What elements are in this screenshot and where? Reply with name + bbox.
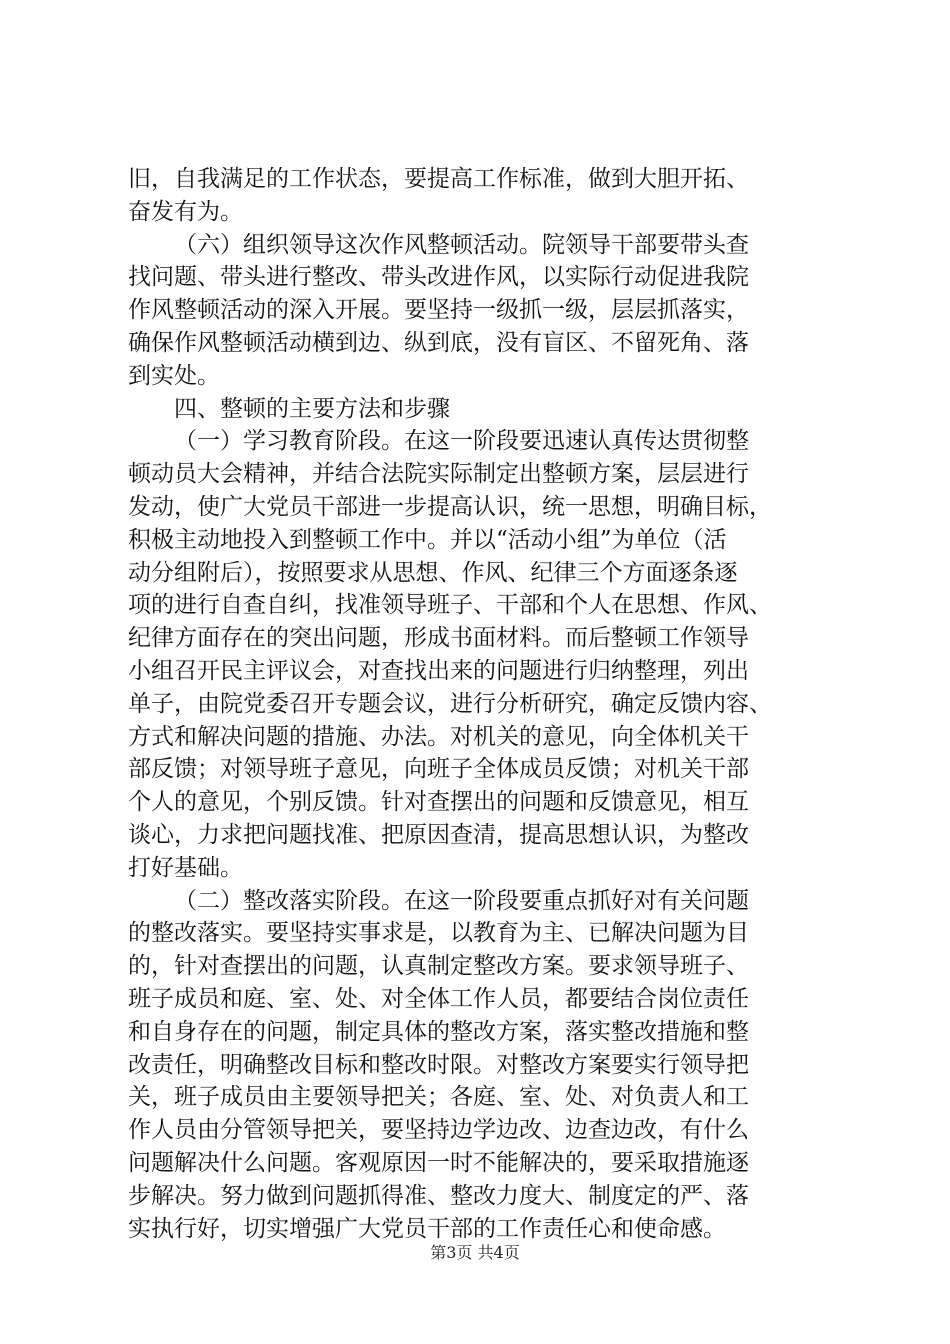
text-line: （六）组织领导这次作风整顿活动。院领导干部要带头查: [174, 231, 749, 258]
text-line: 方式和解决问题的措施、办法。对机关的意见，向全体机关干: [128, 723, 749, 750]
text-line: 积极主动地投入到整顿工作中。并以“活动小组”为单位（活: [128, 526, 727, 553]
text-line: 的整改落实。要坚持实事求是，以教育为主、已解决问题为目: [128, 920, 749, 947]
text-line: 打好基础。: [128, 854, 243, 881]
text-line: 找问题、带头进行整改、带头改进作风，以实际行动促进我院: [128, 264, 749, 291]
text-line: 发动，使广大党员干部进一步提高认识，统一思想，明确目标，: [128, 493, 772, 520]
text-line: 个人的意见，个别反馈。针对查摆出的问题和反馈意见，相互: [128, 789, 749, 816]
text-line: 奋发有为。: [128, 198, 243, 225]
body-text: [128, 163, 828, 1245]
text-line: 问题解决什么问题。客观原因一时不能解决的，要采取措施逐: [128, 1149, 749, 1176]
text-line: （一）学习教育阶段。在这一阶段要迅速认真传达贯彻整: [174, 428, 749, 455]
text-line: 步解决。努力做到问题抓得准、整改力度大、制度定的严、落: [128, 1182, 749, 1209]
text-line: 部反馈；对领导班子意见，向班子全体成员反馈；对机关干部: [128, 756, 749, 783]
text-line: 改责任，明确整改目标和整改时限。对整改方案要实行领导把: [128, 1051, 749, 1078]
page-number-footer: 第3页 共4页: [430, 1243, 520, 1262]
text-line: 谈心，力求把问题找准、把原因查清，提高思想认识，为整改: [128, 821, 749, 848]
text-line: 的，针对查摆出的问题，认真制定整改方案。要求领导班子、: [128, 953, 749, 980]
text-line: 纪律方面存在的突出问题，形成书面材料。而后整顿工作领导: [128, 625, 749, 652]
text-line: 单子，由院党委召开专题会议，进行分析研究，确定反馈内容、: [128, 690, 772, 717]
text-line: 实执行好，切实增强广大党员干部的工作责任心和使命感。: [128, 1215, 726, 1242]
text-line: 班子成员和庭、室、处、对全体工作人员，都要结合岗位责任: [128, 985, 749, 1012]
text-line: 确保作风整顿活动横到边、纵到底，没有盲区、不留死角、落: [128, 329, 749, 356]
text-line: 旧，自我满足的工作状态，要提高工作标准，做到大胆开拓、: [128, 166, 749, 192]
text-line: （二）整改落实阶段。在这一阶段要重点抓好对有关问题: [174, 887, 749, 914]
text-line: 顿动员大会精神，并结合法院实际制定出整顿方案，层层进行: [128, 461, 749, 488]
text-line: 和自身存在的问题，制定具体的整改方案，落实整改措施和整: [128, 1018, 749, 1045]
section-heading: 四、整顿的主要方法和步骤: [174, 395, 450, 422]
text-line: 项的进行自查自纠，找准领导班子、干部和个人在思想、作风、: [128, 592, 772, 619]
text-line: 动分组附后），按照要求从思想、作风、纪律三个方面逐条逐: [128, 559, 738, 586]
text-line: 作风整顿活动的深入开展。要坚持一级抓一级，层层抓落实，: [128, 297, 749, 324]
text-line: 到实处。: [128, 362, 220, 389]
text-line: 小组召开民主评议会，对查找出来的问题进行归纳整理，列出: [128, 657, 749, 684]
text-line: 作人员由分管领导把关，要坚持边学边改、边查边改，有什么: [128, 1117, 749, 1144]
text-line: 关，班子成员由主要领导把关；各庭、室、处、对负责人和工: [128, 1084, 749, 1111]
